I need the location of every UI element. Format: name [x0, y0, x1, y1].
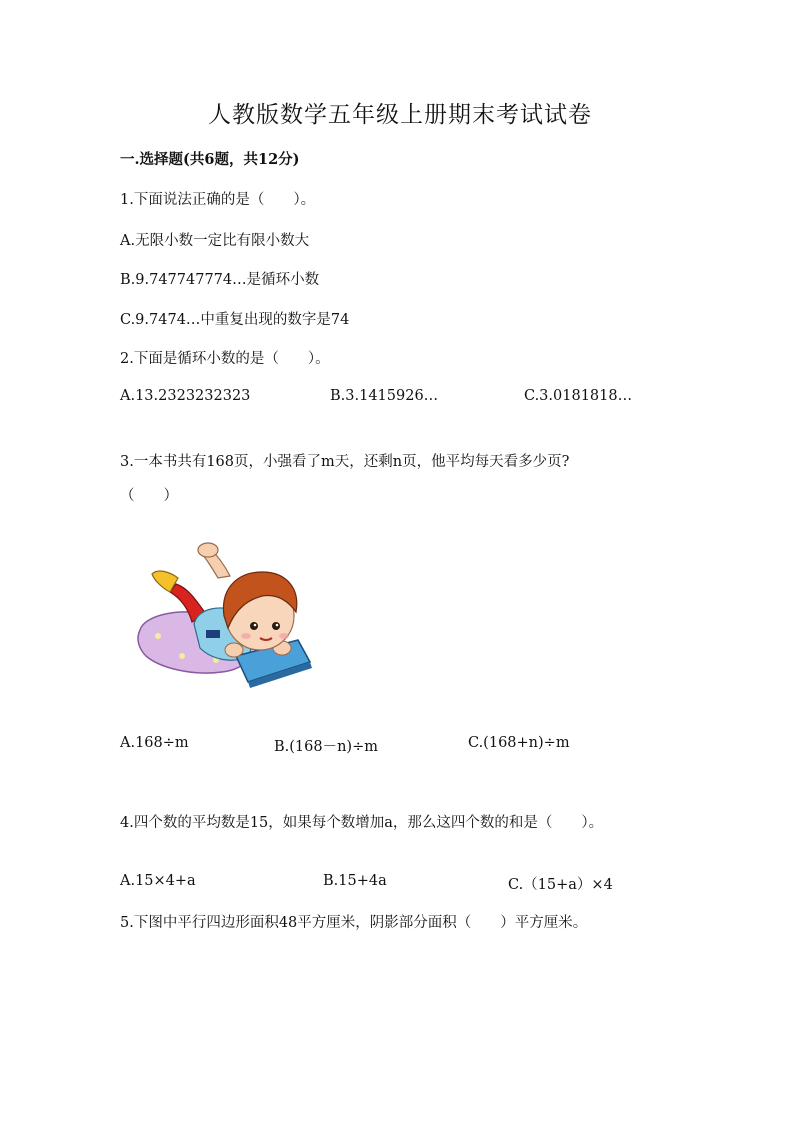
question-1-option-a: A.无限小数一定比有限小数大 [120, 233, 310, 249]
question-1-option-c: C.9.7474…中重复出现的数字是74 [120, 312, 350, 328]
question-1-option-b: B.9.747747774…是循环小数 [120, 272, 320, 288]
question-3-option-b: B.(168－n)÷m [274, 739, 378, 755]
question-2-stem: 2.下面是循环小数的是（ ）。 [120, 351, 330, 367]
question-4-stem: 4.四个数的平均数是15，如果每个数增加a，那么这四个数的和是（ ）。 [120, 815, 604, 831]
child-reading-illustration [136, 538, 316, 696]
question-1-stem: 1.下面说法正确的是（ ）。 [120, 192, 316, 208]
question-2-option-a: A.13.2323232323 [120, 388, 251, 404]
page-title: 人教版数学五年级上册期末考试试卷 [208, 102, 592, 128]
section-heading: 一.选择题(共6题，共12分) [120, 151, 300, 168]
question-4-option-b: B.15+4a [323, 873, 387, 889]
question-4-option-a: A.15×4+a [120, 873, 196, 889]
question-3-option-c: C.(168+n)÷m [468, 735, 570, 751]
question-3-option-a: A.168÷m [120, 735, 189, 751]
question-5-stem: 5.下图中平行四边形面积48平方厘米，阴影部分面积（ ）平方厘米。 [120, 915, 588, 931]
question-3-blank: （ ） [120, 488, 178, 504]
question-4-option-c: C.（15+a）×4 [508, 877, 613, 893]
question-3-stem: 3.一本书共有168页，小强看了m天，还剩n页，他平均每天看多少页? [120, 454, 570, 470]
question-2-option-c: C.3.0181818… [524, 388, 633, 404]
question-2-option-b: B.3.1415926… [330, 388, 439, 404]
